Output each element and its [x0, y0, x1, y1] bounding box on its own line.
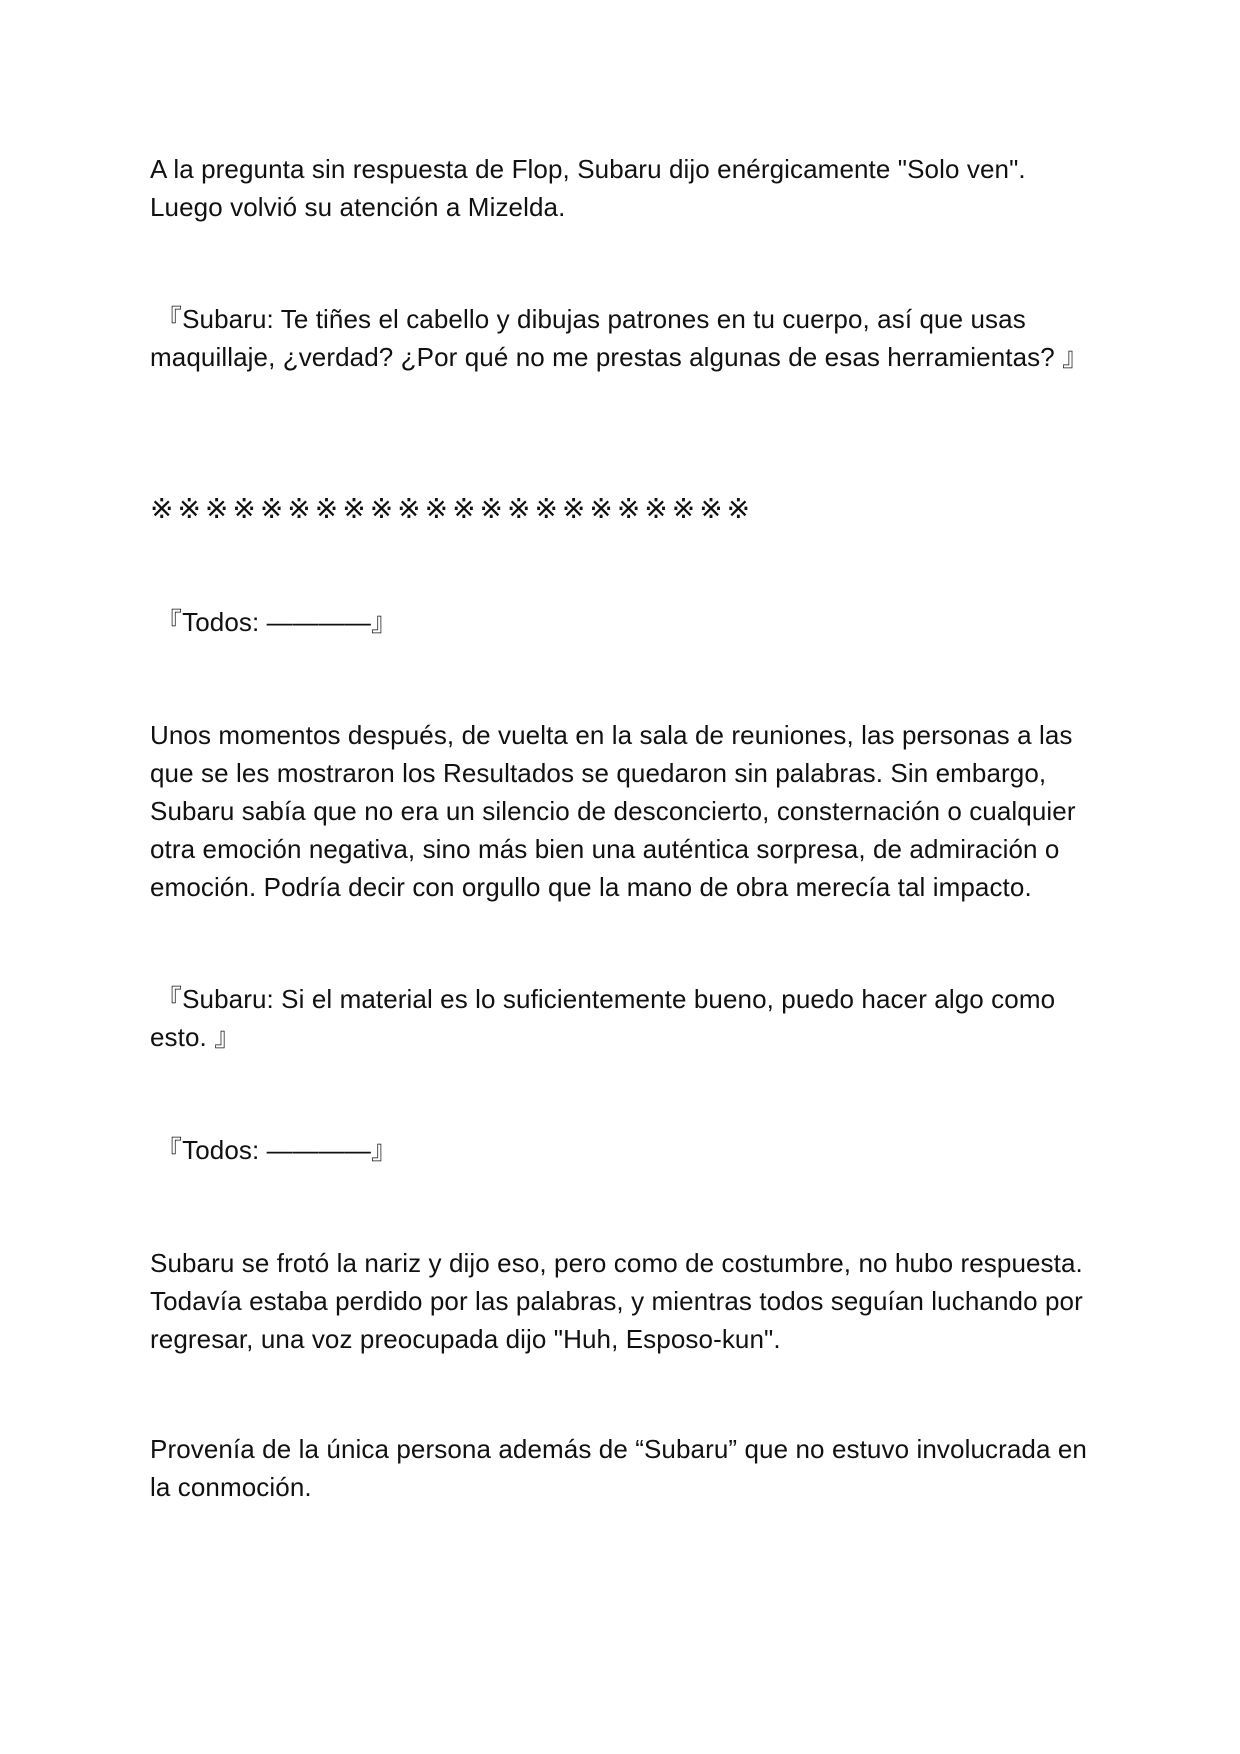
paragraph-origin: Provenía de la única persona además de “Subaru” que no estuvo involucrada en la conmoción. [150, 1434, 1087, 1502]
paragraph-no-answer: Subaru se frotó la nariz y dijo eso, pero como de costumbre, no hubo respuesta. Todavía estaba perdido por las palabras, y mientras todos seguían luchando por regresar, una voz preocupada dijo "Huh, Esposo-kun". [150, 1248, 1083, 1354]
dialogue-subaru-makeup: 『Subaru: Te tiñes el cabello y dibujas patrones en tu cuerpo, así que usas maquillaje, ¿verdad? ¿Por qué no me prestas algunas de esas herramientas? 』 [150, 304, 1089, 372]
paragraph-meeting-room: Unos momentos después, de vuelta en la sala de reuniones, las personas a las que se les mostraron los Resultados se quedaron sin palabras. Sin embargo, Subaru sabía que no era un silencio de desconcierto, consternación o cualquier otra emoción negativa, sino más bien una auténtica sorpresa, de admiración o emoción. Podría decir con orgullo que la mano de obra merecía tal impacto. [150, 720, 1076, 902]
dialogue-todos-2: 『Todos: ————』 [156, 1135, 398, 1165]
dialogue-subaru-material: 『Subaru: Si el material es lo suficientemente bueno, puedo hacer algo como esto. 』 [150, 984, 1056, 1052]
scene-break-separator: ※※※※※※※※※※※※※※※※※※※※※※ [150, 492, 755, 525]
paragraph-intro: A la pregunta sin respuesta de Flop, Subaru dijo enérgicamente "Solo ven". Luego volvió su atención a Mizelda. [150, 154, 1026, 222]
dialogue-todos-1: 『Todos: ————』 [156, 607, 398, 637]
